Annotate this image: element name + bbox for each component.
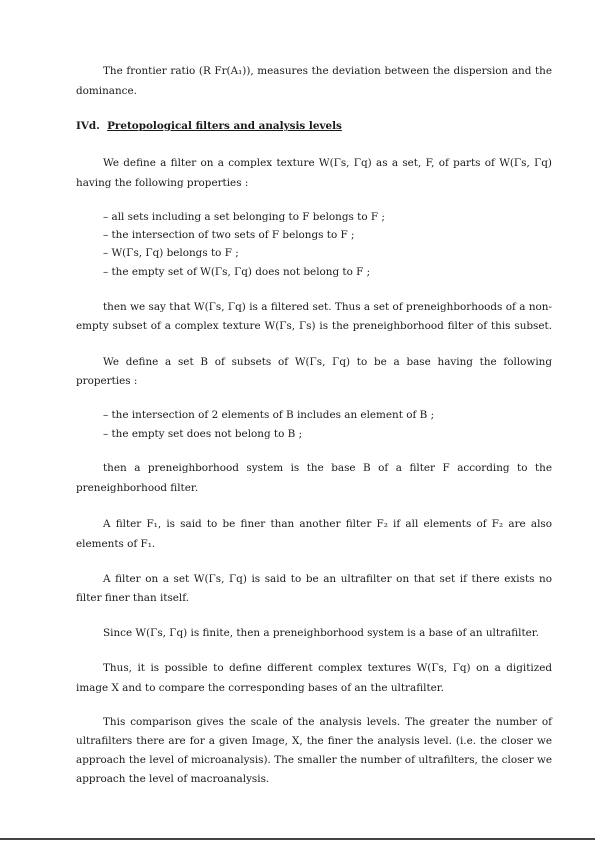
finer-line-1: A filter F₁, is said to be finer than another filter F₂ if all elements of F₂ are also xyxy=(103,518,552,530)
comparison-line-4: approach the level of macroanalysis. xyxy=(76,773,270,785)
preneighborhood-line-2: preneighborhood filter. xyxy=(76,482,199,494)
base-property-1: – the intersection of 2 elements of B includes an element of B ; xyxy=(103,409,435,421)
section-number: IVd. xyxy=(76,120,100,132)
frontier-line-1: The frontier ratio (R Fr(A₁)), measures the deviation between the dispersion and the xyxy=(103,65,552,77)
base-def-line-1: We define a set B of subsets of W(Γs, Γq) to be a base having the following xyxy=(103,356,552,368)
filtered-set-line-2: empty subset of a complex texture W(Γs, Γs) is the preneighborhood filter of this subset. xyxy=(76,320,552,332)
page-bottom-rule xyxy=(0,838,595,840)
section-heading xyxy=(76,120,342,132)
section-title: Pretopological filters and analysis levels xyxy=(107,120,342,132)
filter-property-4: – the empty set of W(Γs, Γq) does not belong to F ; xyxy=(103,266,371,278)
comparison-line-3: approach the level of microanalysis). The smaller the number of ultrafilters, the closer we xyxy=(76,754,552,766)
thus-line-2: image X and to compare the corresponding bases of an the ultrafilter. xyxy=(76,682,444,694)
filtered-set-line-1: then we say that W(Γs, Γq) is a filtered set. Thus a set of preneighborhoods of a non- xyxy=(103,301,552,313)
comparison-line-2: ultrafilters there are for a given Image, X, the finer the analysis level. (i.e. the closer we xyxy=(76,735,552,747)
ultrafilter-line-2: filter finer than itself. xyxy=(76,592,190,604)
base-def-line-2: properties : xyxy=(76,375,138,387)
finer-line-2: elements of F₁. xyxy=(76,538,156,550)
filter-property-2: – the intersection of two sets of F belongs to F ; xyxy=(103,229,355,241)
filter-property-3: – W(Γs, Γq) belongs to F ; xyxy=(103,247,239,259)
frontier-line-2: dominance. xyxy=(76,85,137,97)
base-property-2: – the empty set does not belong to B ; xyxy=(103,428,303,440)
filter-property-1: – all sets including a set belonging to F belongs to F ; xyxy=(103,211,385,223)
thus-line-1: Thus, it is possible to define different complex textures W(Γs, Γq) on a digitized xyxy=(103,662,552,674)
preneighborhood-line-1: then a preneighborhood system is the base B of a filter F according to the xyxy=(103,462,552,474)
filter-def-line-1: We define a filter on a complex texture W(Γs, Γq) as a set, F, of parts of W(Γs, Γq) xyxy=(103,157,552,169)
finite-line-1: Since W(Γs, Γq) is finite, then a preneighborhood system is a base of an ultrafilter. xyxy=(103,627,539,639)
filter-def-line-2: having the following properties : xyxy=(76,177,249,189)
ultrafilter-line-1: A filter on a set W(Γs, Γq) is said to be an ultrafilter on that set if there exists no xyxy=(103,573,552,585)
comparison-line-1: This comparison gives the scale of the analysis levels. The greater the number of xyxy=(103,716,552,728)
